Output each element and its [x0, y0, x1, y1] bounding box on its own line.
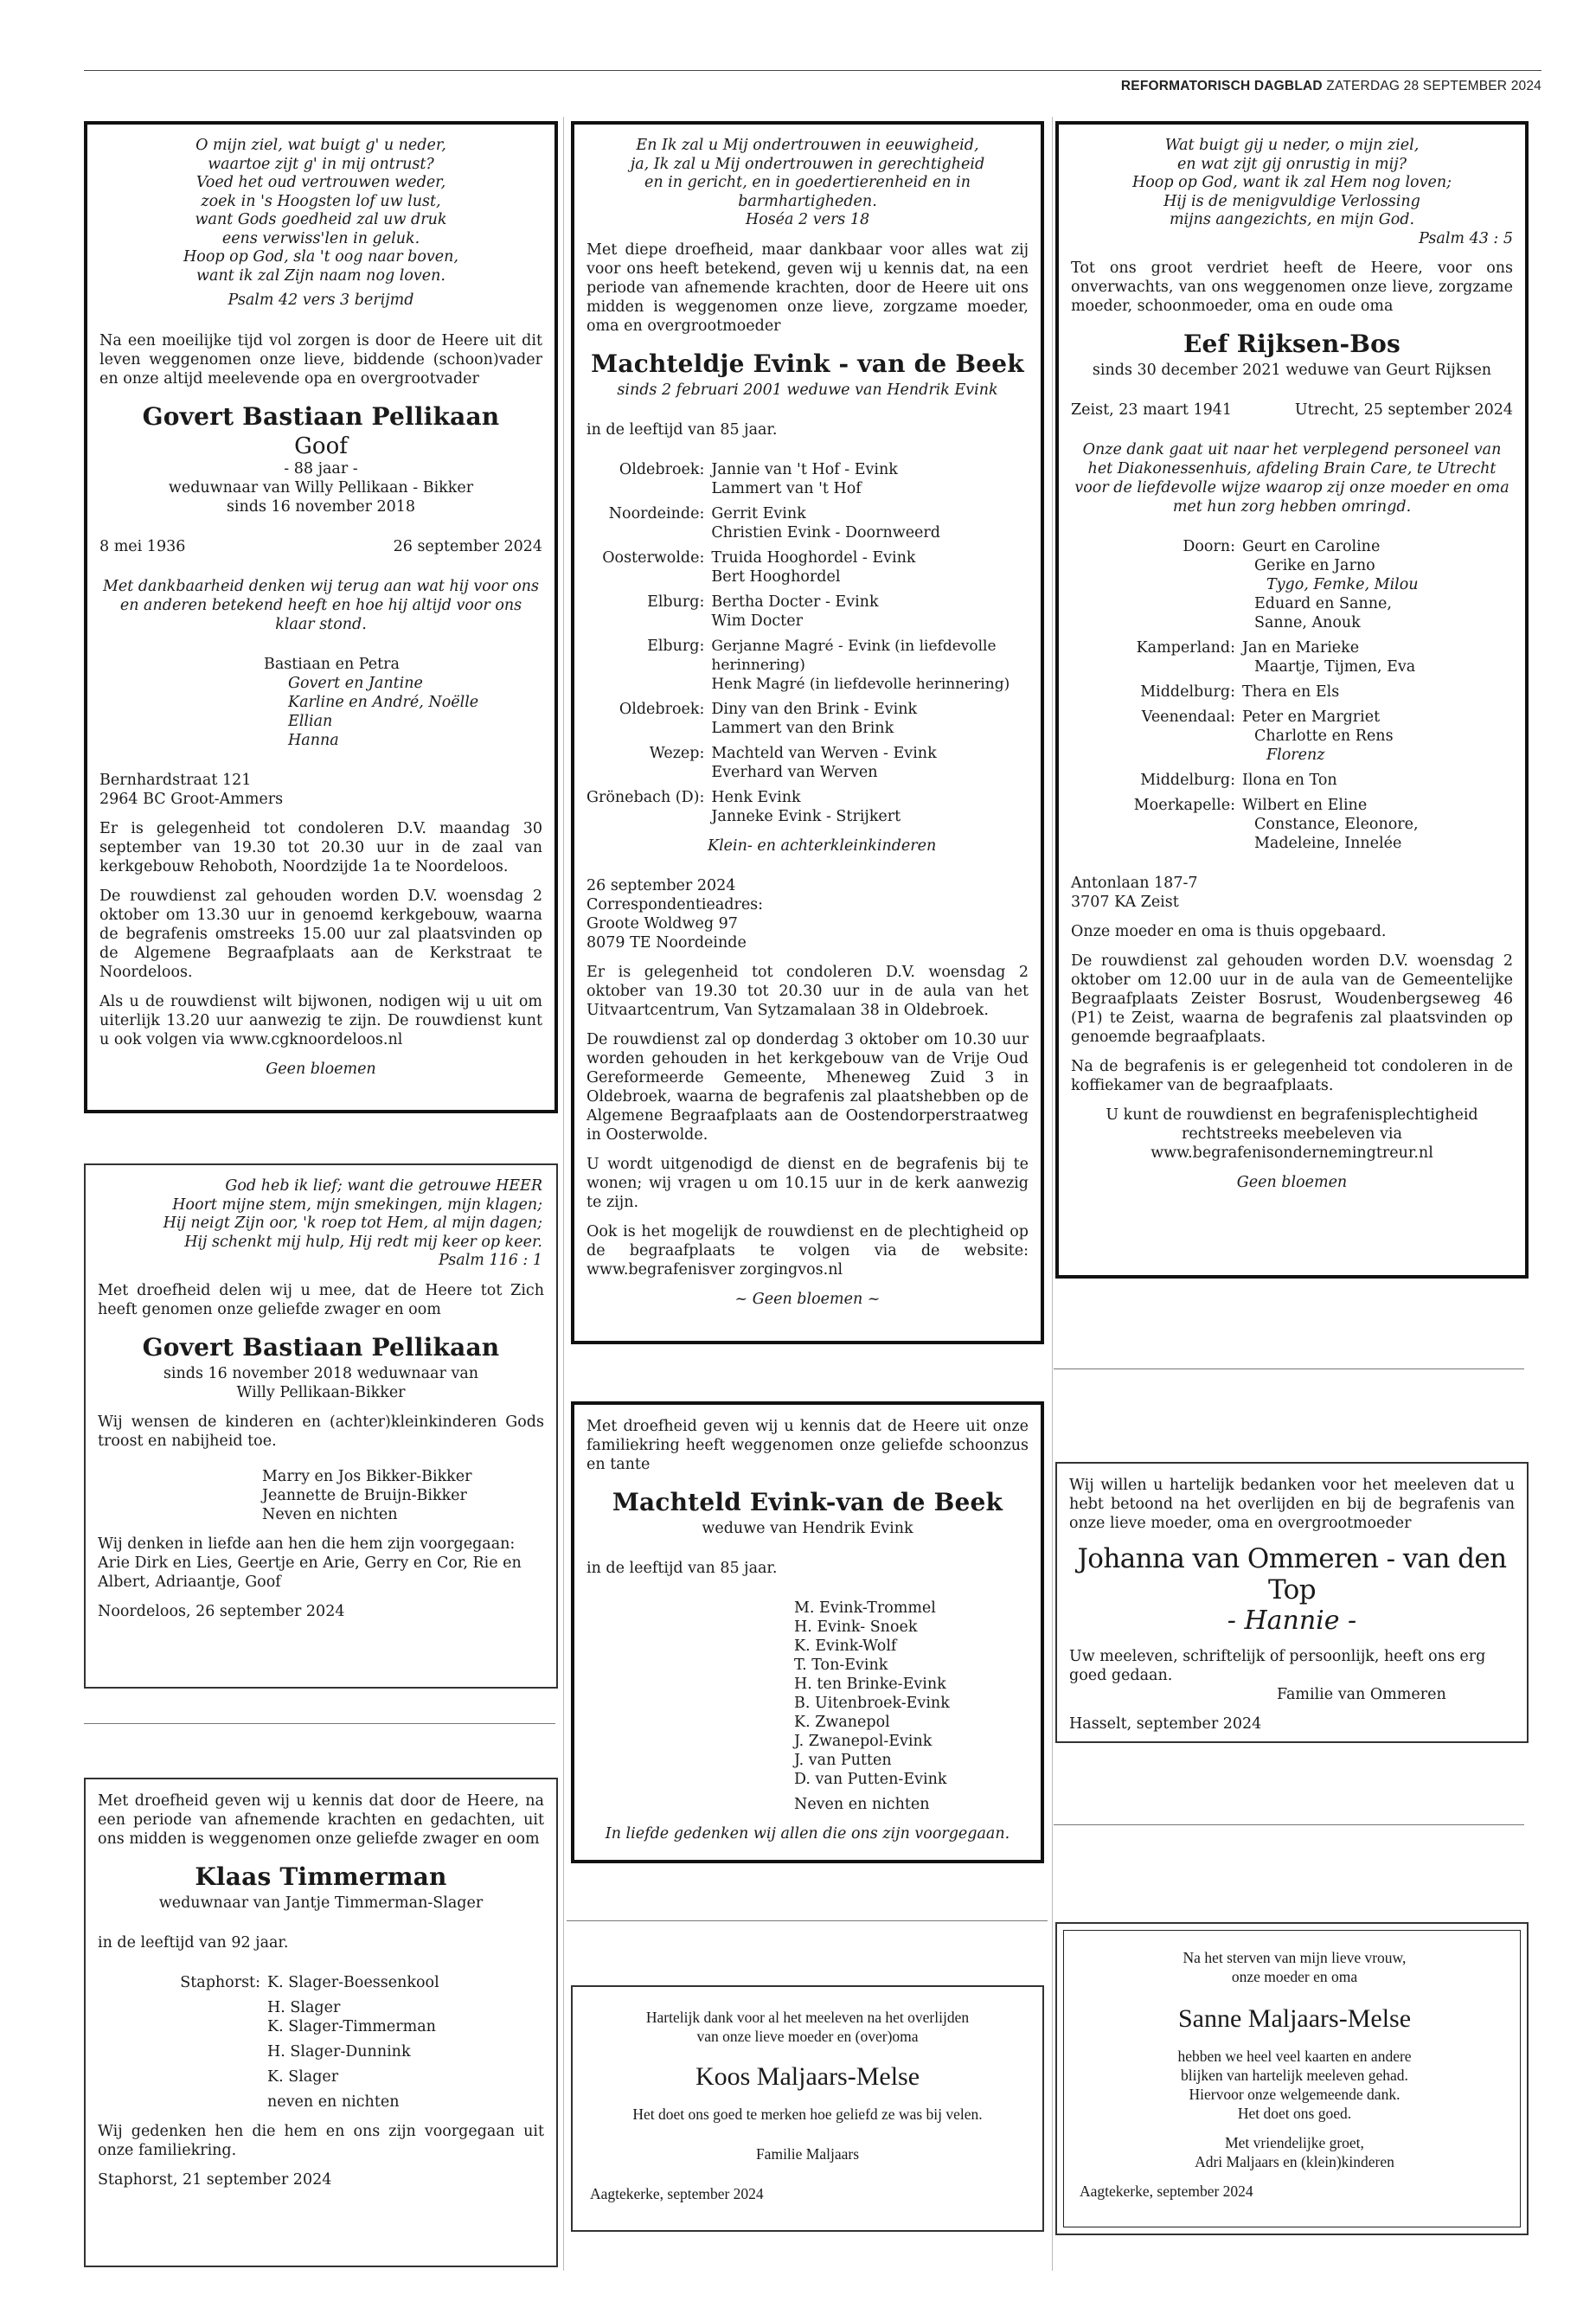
family-row: [1106, 771, 1419, 796]
widow-of: weduwe van Hendrik Evink: [702, 1520, 913, 1537]
family-place: Grönebach (D):: [586, 788, 705, 806]
family-row: [586, 744, 1029, 788]
thanks-line: blijken van hartelijk meeleven gehad.: [1181, 2067, 1408, 2084]
widower-line: weduwnaar van Willy Pellikaan - Bikker: [168, 478, 474, 497]
family-member: Jannie van 't Hof - Evink: [711, 460, 898, 478]
family-member: Hanna: [288, 731, 339, 749]
place-date: Aagtekerke, september 2024: [1080, 2182, 1253, 2200]
family-member: Neven en nichten: [794, 1796, 930, 1813]
notice-maljaars-husband: [1055, 1922, 1529, 2235]
gratitude-text: Met dankbaarheid denken wij terug aan wat hij voor ons en anderen betekend heeft en hoe hij altijd voor ons klaar stond.: [102, 577, 540, 633]
family-place: Wezep:: [649, 744, 705, 762]
family-member: Geurt en Caroline: [1242, 538, 1381, 555]
family-member: Everhard van Werven: [711, 763, 878, 781]
family-member: Florenz: [1266, 747, 1325, 764]
family-member: Karline en André, Noëlle: [288, 693, 479, 711]
family-member: M. Evink-Trommel: [794, 1599, 936, 1617]
no-flowers: Geen bloemen: [1236, 1174, 1348, 1191]
family-member: Constance, Eleonore,: [1254, 816, 1419, 833]
thanks-line: hebben we heel veel kaarten en andere: [1177, 2048, 1412, 2065]
grandchildren: Klein- en achterkleinkinderen: [708, 836, 937, 855]
family-member: Sanne, Anouk: [1254, 614, 1361, 631]
notice-pellikaan-family: [84, 121, 558, 1113]
deceased-name: Machteld Evink-van de Beek: [612, 1488, 1003, 1516]
widower-since: sinds 16 november 2018 weduwnaar van: [163, 1364, 479, 1382]
thanks-text: Onze dank gaat uit naar het verplegend personeel van het Diakonessenhuis, afdeling Brain Care, te Utrecht voor de liefdevolle wijze waarop zij onze moeder en oma met hun zorg hebben omringd.: [1074, 441, 1509, 516]
page-header: [1121, 79, 1542, 94]
separator: [1054, 1824, 1524, 1825]
family-row: [1106, 683, 1419, 708]
deceased-name: Johanna van Ommeren - van den Top: [1077, 1543, 1507, 1606]
deceased-age: - 88 jaar -: [284, 459, 358, 478]
deceased-name: Klaas Timmerman: [195, 1862, 447, 1891]
family-row: [1106, 708, 1419, 771]
place-date: Noordeloos, 26 september 2024: [98, 1602, 345, 1620]
correspondence-label: Correspondentieadres:: [586, 895, 764, 913]
family-row: [586, 637, 1029, 700]
family-member: D. van Putten-Evink: [794, 1771, 947, 1788]
family-member: K. Zwanepol: [794, 1714, 890, 1731]
family-member: Machteld van Werven - Evink: [711, 744, 937, 762]
notice-ommeren-thanks: [1055, 1462, 1529, 1743]
family-member: Ellian: [288, 712, 333, 730]
thanks-text: Uw meeleven, schriftelijk of persoonlijk, heeft ons erg goed gedaan.: [1069, 1648, 1486, 1684]
verse-line: waartoe zijt g' in mij ontrust?: [208, 155, 434, 173]
family-member: Thera en Els: [1242, 683, 1340, 701]
psalm-verse: [1071, 137, 1513, 248]
verse-line: Voed het oud vertrouwen weder,: [195, 174, 446, 191]
verse-line: God heb ik lief; want die getrouwe HEER: [225, 1177, 542, 1195]
thanks-text: Het doet ons goed te merken hoe geliefd ze was bij velen.: [632, 2106, 983, 2123]
verse-line: en in gericht, en in goedertierenheid en in barmhartigheden.: [644, 174, 971, 210]
memory-text: Wij gedenken hen die hem en ons zijn voorgegaan uit onze familiekring.: [98, 2123, 544, 2159]
family-member: Tygo, Femke, Milou: [1266, 576, 1419, 593]
birth-date: 8 mei 1936: [99, 537, 186, 555]
family-place: Kamperland:: [1136, 639, 1235, 657]
place-date: Hasselt, september 2024: [1069, 1715, 1262, 1733]
separator: [567, 1920, 1048, 1921]
family-member: Christien Evink - Doornweerd: [711, 523, 940, 542]
family-place: Elburg:: [647, 637, 705, 655]
family-member: T. Ton-Evink: [794, 1657, 888, 1674]
deceased-nickname: - Hannie -: [1227, 1606, 1357, 1636]
condolence-info: Er is gelegenheid tot condoleren D.V. woensdag 2 oktober van 19.30 tot 20.30 uur in de aula van het Uitvaartcentrum, Van Sytzamalaan 38 in Oldebroek.: [586, 963, 1029, 1019]
verse-line: mijns aangezichts, en mijn God.: [1169, 211, 1415, 228]
family-member: Gerike en Jarno: [1254, 557, 1375, 574]
service-info: De rouwdienst zal gehouden worden D.V. woensdag 2 oktober om 12.00 uur in de aula van de Gemeentelijke Begraafplaats Zeister Bosrust, Woudenbergseweg 46 (P1) te Zeist, waarna de begrafenis zal plaatsvinden op genoemde begraafplaats.: [1071, 952, 1513, 1046]
invite-info: U wordt uitgenodigd de dienst en de begrafenis bij te wonen; wij vragen u om 10.15 uur in de kerk aanwezig te zijn.: [586, 1155, 1029, 1211]
family-row: [1106, 796, 1419, 853]
livestream-info: Ook is het mogelijk de rouwdienst en de plechtigheid op de begraafplaats te volgen via de website: www.begrafenisver zorgingvos.nl: [586, 1222, 1029, 1279]
memory-text: Wij denken in liefde aan hen die hem zijn voorgegaan: Arie Dirk en Lies, Geertje en Arie, Gerry en Cor, Rie en Albert, Adriaantje, Goof: [98, 1535, 522, 1591]
family-member: Bert Hooghordel: [711, 567, 841, 586]
family-member: J. van Putten: [794, 1752, 892, 1769]
intro-line: onze moeder en oma: [1231, 1968, 1358, 1985]
family-signature: Familie Maljaars: [755, 2145, 860, 2163]
livestream-line: U kunt de rouwdienst en begrafenisplechtigheid: [1106, 1106, 1478, 1124]
family-member: Lammert van 't Hof: [711, 479, 862, 497]
deceased-name: Machteldje Evink - van de Beek: [591, 349, 1024, 378]
notice-maljaars-thanks: [571, 1985, 1044, 2232]
column-divider: [1052, 117, 1053, 2271]
notice-timmerman: [84, 1778, 558, 2267]
deceased-age: in de leeftijd van 92 jaar.: [98, 1934, 289, 1952]
verse-line: Wat buigt gij u neder, o mijn ziel,: [1164, 137, 1420, 154]
memory-text: In liefde gedenken wij allen die ons zijn voorgegaan.: [605, 1825, 1010, 1843]
deceased-nickname: Goof: [294, 433, 348, 459]
family-member: J. Zwanepol-Evink: [794, 1733, 933, 1750]
verse-line: Hij neigt Zijn oor, 'k roep tot Hem, al mijn dagen;: [163, 1215, 542, 1232]
thanks-line: Hartelijk dank voor al het meeleven na het overlijden: [645, 2009, 970, 2026]
notice-evink-in-laws: [571, 1401, 1044, 1863]
family-list: [98, 1467, 544, 1524]
verse-reference: Hoséa 2 vers 18: [745, 211, 870, 228]
family-row: [586, 460, 1029, 504]
family-member: K. Slager: [267, 2068, 339, 2086]
widower-of: Willy Pellikaan-Bikker: [236, 1383, 406, 1401]
laid-out-info: Onze moeder en oma is thuis opgebaard.: [1071, 923, 1387, 940]
paper-name: REFORMATORISCH DAGBLAD: [1120, 79, 1323, 93]
address-postcode: 2964 BC Groot-Ammers: [99, 790, 284, 808]
family-member: Bertha Docter - Evink: [711, 593, 879, 611]
verse-line: ja, Ik zal u Mij ondertrouwen in gerechtigheid: [630, 155, 985, 173]
family-member: Madeleine, Innelée: [1254, 835, 1402, 852]
deceased-age: in de leeftijd van 85 jaar.: [586, 1560, 778, 1577]
family-member: Henk Magré (in liefdevolle herinnering): [711, 675, 1010, 693]
family-member: K. Slager-Timmerman: [267, 2018, 436, 2035]
service-info: De rouwdienst zal gehouden worden D.V. woensdag 2 oktober om 13.30 uur in genoemd kerkgebouw, waarna de begrafenis omstreeks 15.00 uur zal plaatsvinden op de Algemene Begraafplaats aan de Kerkstraat te Noordeloos.: [99, 887, 542, 981]
family-member: Wilbert en Eline: [1242, 797, 1368, 814]
notice-pellikaan-in-laws: [84, 1163, 558, 1689]
deceased-name: Sanne Maljaars-Melse: [1177, 2004, 1412, 2033]
family-member: H. Slager-Dunnink: [267, 2043, 411, 2061]
family-row: [586, 548, 1029, 593]
family-member: Maartje, Tijmen, Eva: [1254, 658, 1416, 676]
correspondence-postcode: 8079 TE Noordeinde: [586, 933, 747, 952]
family-member: H. Evink- Snoek: [794, 1618, 918, 1636]
verse-line: want Gods goedheid zal uw druk: [195, 211, 447, 228]
family-list: [586, 1599, 1029, 1814]
announcement-intro: Met droefheid geven wij u kennis dat door de Heere, na een periode van afnemende krachten en gedachten, uit ons midden is weggenomen onze geliefde zwager en oom: [98, 1792, 544, 1848]
family-place: Oosterwolde:: [602, 548, 705, 567]
family-row: [1106, 537, 1419, 638]
separator: [1054, 1368, 1524, 1369]
notice-rijksen: [1055, 121, 1529, 1279]
place-date: Aagtekerke, september 2024: [590, 2185, 764, 2202]
family-member: Wim Docter: [711, 612, 803, 630]
verse-line: zoek in 's Hoogsten lof uw lust,: [201, 192, 441, 210]
family-row: [586, 504, 1029, 548]
family-list: [99, 655, 542, 750]
livestream-line: rechtstreeks meebeleven via: [1182, 1125, 1402, 1143]
widower-of: weduwnaar van Jantje Timmerman-Slager: [158, 1894, 484, 1912]
verse-line: Hoop op God, want ik zal Hem nog loven;: [1132, 174, 1452, 191]
verse-line: eens verwiss'len in geluk.: [221, 229, 420, 247]
livestream-info: [1071, 1106, 1513, 1163]
thanks-line: van onze lieve moeder en (over)oma: [696, 2028, 919, 2045]
family-member: Lammert van den Brink: [711, 719, 894, 737]
family-place: Moerkapelle:: [1133, 797, 1235, 814]
family-place: Middelburg:: [1140, 683, 1235, 701]
death-date: 26 september 2024: [393, 537, 542, 555]
family-member: Peter en Margriet: [1242, 708, 1381, 726]
bible-verse: [586, 137, 1029, 230]
family-place: Veenendaal:: [1141, 708, 1235, 726]
family-row: [586, 700, 1029, 744]
greeting-line: Adri Maljaars en (klein)kinderen: [1195, 2153, 1394, 2170]
family-place: Elburg:: [647, 593, 705, 611]
family-place: Oldebroek:: [619, 460, 705, 478]
death-date: Utrecht, 25 september 2024: [1294, 401, 1513, 419]
service-info: De rouwdienst zal op donderdag 3 oktober om 10.30 uur worden gehouden in het kerkgebouw van de Vrije Oud Gereformeerde Gemeente, Mheneweg Zuid 3 in Oldebroek, waarna de begrafenis zal plaatshebben op de Algemene Begraafplaats aan de Oostendorperstraatweg in Oosterwolde.: [586, 1030, 1029, 1144]
life-dates: [99, 537, 542, 556]
livestream-url[interactable]: www.begrafenisondernemingtreur.nl: [1151, 1144, 1433, 1162]
condolence-info: Er is gelegenheid tot condoleren D.V. maandag 30 september van 19.30 tot 20.30 uur in de zaal van kerkgebouw Rehoboth, Noordzijde 1a te Noordeloos.: [99, 819, 542, 875]
verse-line: Hoop op God, sla 't oog naar boven,: [183, 248, 458, 266]
issue-date: ZATERDAG 28 SEPTEMBER 2024: [1326, 79, 1542, 93]
top-rule: [84, 70, 1542, 71]
column-divider: [563, 117, 564, 2271]
family-member: B. Uitenbroek-Evink: [794, 1695, 950, 1712]
psalm-verse: [99, 137, 542, 311]
announcement-intro: Na een moeilijke tijd vol zorgen is door de Heere uit dit leven weggenomen onze lieve, biddende (schoon)vader en onze altijd meelevende opa en overgrootvader: [99, 331, 542, 388]
family-member: H. Slager: [267, 1999, 341, 2016]
family-member: Charlotte en Rens: [1254, 727, 1394, 745]
notice-date: 26 september 2024: [586, 876, 736, 894]
place-date: Staphorst, 21 september 2024: [98, 2171, 332, 2189]
livestream-info: Als u de rouwdienst wilt bijwonen, nodigen wij u uit om uiterlijk 13.20 uur aanwezig te zijn. De rouwdienst kunt u ook volgen via www.cgknoordeloos.nl: [99, 992, 542, 1048]
notice-evink-family: [571, 121, 1044, 1344]
address-postcode: 3707 KA Zeist: [1071, 894, 1179, 911]
family-table: [586, 460, 1029, 826]
family-place: Doorn:: [1183, 538, 1235, 555]
family-member: Govert en Jantine: [288, 674, 423, 692]
verse-reference: Psalm 116 : 1: [438, 1252, 542, 1269]
address-street: Bernhardstraat 121: [99, 771, 252, 789]
family-row: [586, 788, 1029, 826]
verse-line: en wat zijt gij onrustig in mij?: [1176, 155, 1407, 173]
birth-date: Zeist, 23 maart 1941: [1071, 401, 1233, 419]
widow-of: sinds 30 december 2021 weduwe van Geurt Rijksen: [1092, 362, 1492, 379]
announcement-intro: Tot ons groot verdriet heeft de Heere, voor ons onverwachts, van ons weggenomen onze lieve, zorgzame moeder, schoonmoeder, oma en oude oma: [1071, 260, 1513, 315]
wish-text: Wij wensen de kinderen en (achter)kleinkinderen Gods troost en nabijheid toe.: [98, 1413, 544, 1450]
family-place: Oldebroek:: [619, 700, 705, 718]
family-member: Jan en Marieke: [1242, 639, 1360, 657]
thanks-line: Het doet ons goed.: [1237, 2105, 1352, 2122]
separator: [84, 1723, 555, 1724]
announcement-intro: Met droefheid delen wij u mee, dat de Heere tot Zich heeft genomen onze geliefde zwager en oom: [98, 1281, 544, 1318]
family-place: Staphorst:: [180, 1974, 260, 1991]
family-member: Marry en Jos Bikker-Bikker: [262, 1467, 472, 1485]
deceased-name: Govert Bastiaan Pellikaan: [142, 401, 500, 431]
family-signature: Familie van Ommeren: [1277, 1686, 1446, 1703]
family-member: neven en nichten: [267, 2093, 400, 2111]
family-member: Diny van den Brink - Evink: [711, 700, 918, 718]
verse-line: Hoort mijne stem, mijn smekingen, mijn klagen;: [172, 1195, 542, 1214]
greeting-line: Met vriendelijke groet,: [1225, 2134, 1364, 2151]
family-member: Jeannette de Bruijn-Bikker: [262, 1486, 467, 1504]
family-list: [98, 1973, 544, 2112]
family-member: Gerrit Evink: [711, 504, 806, 522]
family-member: H. ten Brinke-Evink: [794, 1676, 946, 1693]
family-place: Noordeinde:: [608, 504, 705, 522]
family-member: Bastiaan en Petra: [264, 655, 400, 673]
thanks-line: Hiervoor onze welgemeende dank.: [1189, 2086, 1401, 2103]
family-member: Ilona en Ton: [1242, 772, 1337, 789]
announcement-intro: Met droefheid geven wij u kennis dat de Heere uit onze familiekring heeft weggenomen onze geliefde schoonzus en tante: [586, 1418, 1029, 1473]
intro-line: Na het sterven van mijn lieve vrouw,: [1183, 1949, 1407, 1966]
correspondence-street: Groote Woldweg 97: [586, 914, 738, 933]
condolence-info: Na de begrafenis is er gelegenheid tot condoleren in de koffiekamer van de begraafplaats.: [1071, 1058, 1513, 1094]
verse-reference: Psalm 42 vers 3 berijmd: [228, 292, 414, 309]
no-flowers: Geen bloemen: [266, 1060, 376, 1078]
announcement-intro: Met diepe droefheid, maar dankbaar voor alles wat zij voor ons heeft betekend, geven wij u kennis dat, na een periode van afnemende krachten, door de Heere uit ons midden is weggenomen onze lieve, zorgzame moeder, oma en overgrootmoeder: [586, 240, 1029, 335]
address-street: Antonlaan 187-7: [1071, 875, 1198, 892]
family-row: [1106, 638, 1419, 683]
deceased-name: Koos Maljaars-Melse: [695, 2062, 920, 2091]
deceased-age: in de leeftijd van 85 jaar.: [586, 420, 778, 439]
family-member: Gerjanne Magré - Evink (in liefdevolle herinnering): [711, 637, 997, 674]
family-member: Janneke Evink - Strijkert: [711, 807, 901, 825]
family-table: [1106, 537, 1419, 853]
verse-line: want ik zal Zijn naam nog loven.: [196, 266, 445, 285]
no-flowers: ~ Geen bloemen ~: [734, 1290, 881, 1308]
verse-line: En Ik zal u Mij ondertrouwen in eeuwigheid,: [636, 137, 979, 154]
family-row: [586, 593, 1029, 637]
verse-line: Hij is de menigvuldige Verlossing: [1163, 192, 1420, 210]
widower-since: sinds 16 november 2018: [226, 497, 416, 516]
family-member: Truida Hooghordel - Evink: [711, 548, 916, 567]
family-member: Henk Evink: [711, 788, 801, 806]
verse-line: Hij schenkt mij hulp, Hij redt mij keer op keer.: [184, 1233, 542, 1251]
deceased-name: Govert Bastiaan Pellikaan: [142, 1332, 500, 1362]
psalm-verse: [98, 1177, 544, 1271]
family-member: K. Slager-Boessenkool: [267, 1974, 439, 1991]
verse-reference: Psalm 43 : 5: [1419, 229, 1513, 247]
verse-line: O mijn ziel, wat buigt g' u neder,: [195, 137, 446, 154]
family-member: K. Evink-Wolf: [794, 1638, 897, 1655]
thanks-intro: Wij willen u hartelijk bedanken voor het meeleven dat u hebt betoond na het overlijden en bij de begrafenis van onze lieve moeder, oma en overgrootmoeder: [1069, 1477, 1515, 1532]
widow-of: sinds 2 februari 2001 weduwe van Hendrik Evink: [617, 381, 998, 399]
deceased-name: Eef Rijksen-Bos: [1183, 330, 1401, 358]
family-member: Neven en nichten: [262, 1505, 398, 1523]
life-dates: [1071, 401, 1513, 420]
family-member: Eduard en Sanne,: [1254, 595, 1392, 612]
family-place: Middelburg:: [1140, 772, 1235, 789]
